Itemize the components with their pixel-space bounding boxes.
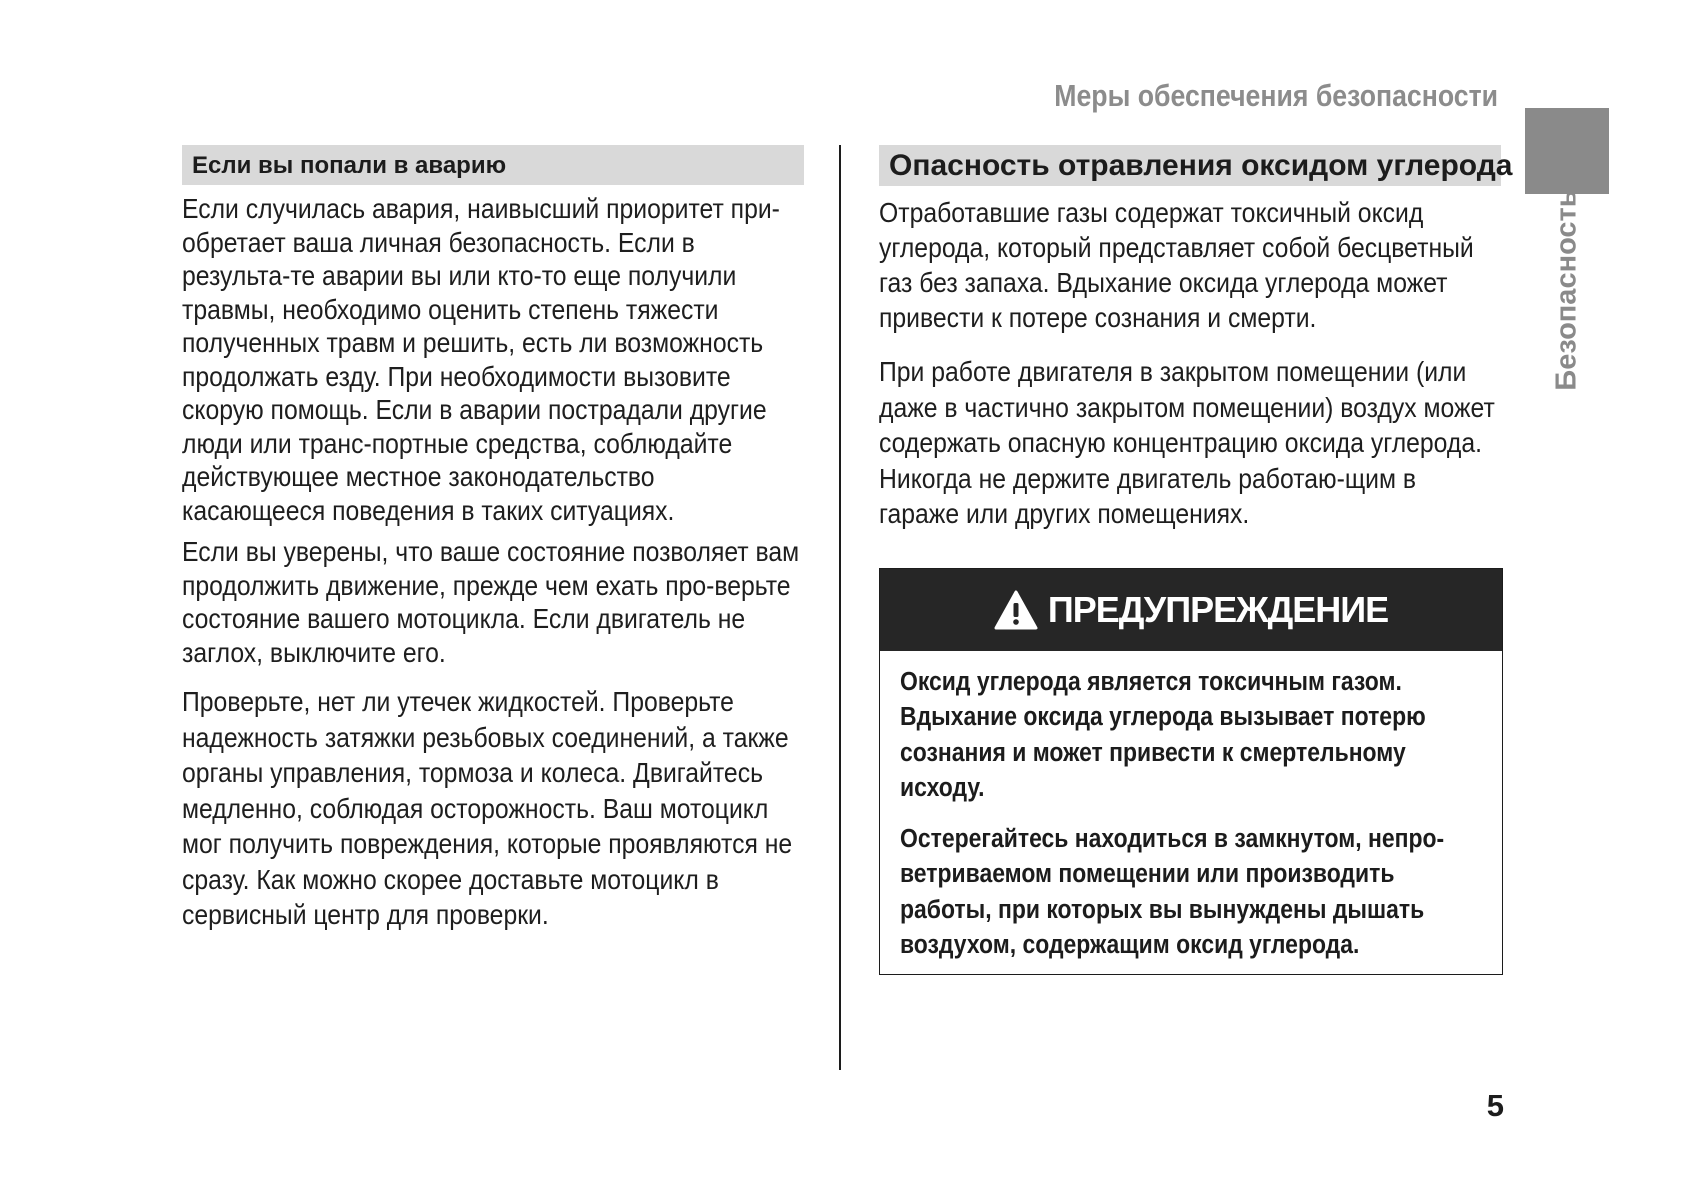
- warning-paragraph-2: Остерегайтесь находиться в замкнутом, непро-ветриваемом помещении или производить работы, при которых вы вынуждены дышать воздухом, содержащим оксид углерода.: [900, 824, 1445, 959]
- warning-paragraph-1: Оксид углерода является токсичным газом. Вдыхание оксида углерода вызывает потерю сознания и может привести к смертельному исходу.: [900, 667, 1426, 802]
- warning-body: [880, 651, 1502, 974]
- section-side-tab: [1525, 108, 1609, 194]
- accident-paragraph-3: Проверьте, нет ли утечек жидкостей. Проверьте надежность затяжки резьбовых соединений, а также органы управления, тормоза и колеса. Двигайтесь медленно, соблюдая осторожность. Ваш мотоцикл мог получить повреждения, которые проявляются не сразу. Как можно скорее доставьте мотоцикл в сервисный центр для проверки.: [182, 686, 793, 930]
- right-column: [879, 145, 1513, 975]
- left-column: [182, 145, 804, 933]
- accident-section-heading: Если вы попали в аварию: [182, 145, 804, 185]
- warning-triangle-icon: [994, 590, 1038, 630]
- page-number: 5: [1486, 1088, 1504, 1123]
- carbon-monoxide-paragraph-2: При работе двигателя в закрытом помещении (или даже в частично закрытом помещении) воздух может содержать опасную концентрацию оксида углерода. Никогда не держите двигатель работаю-щим в гараже или других помещениях.: [879, 356, 1495, 529]
- accident-paragraph-2: Если вы уверены, что ваше состояние позволяет вам продолжить движение, прежде чем ехать про-верьте состояние вашего мотоцикла. Если двигатель не заглох, выключите его.: [182, 536, 800, 668]
- column-divider: [839, 145, 841, 1070]
- carbon-monoxide-paragraph-1: Отработавшие газы содержат токсичный оксид углерода, который представляет собой бесцветный газ без запаха. Вдыхание оксида углерода может привести к потере сознания и смерти.: [879, 197, 1474, 333]
- carbon-monoxide-section-heading: Опасность отравления оксидом углерода: [879, 145, 1501, 186]
- warning-title: ПРЕДУПРЕЖДЕНИЕ: [1047, 588, 1389, 630]
- warning-header: [880, 569, 1502, 651]
- warning-box: [879, 568, 1503, 975]
- section-side-tab-label: Безопасность: [1550, 189, 1583, 391]
- accident-paragraph-1: Если случилась авария, наивысший приоритет при-обретает ваша личная безопасность. Если в результа-те аварии вы или кто-то еще получили травмы, необходимо оценить степень тяжести полученных травм и решить, есть ли возможность продолжать езду. При необходимости вызовите скорую помощь. Если в аварии пострадали другие люди или транс-портные средства, соблюдайте действующее местное законодательство касающееся поведения в таких ситуациях.: [182, 193, 780, 526]
- running-header-title: Меры обеспечения безопасности: [1054, 78, 1498, 113]
